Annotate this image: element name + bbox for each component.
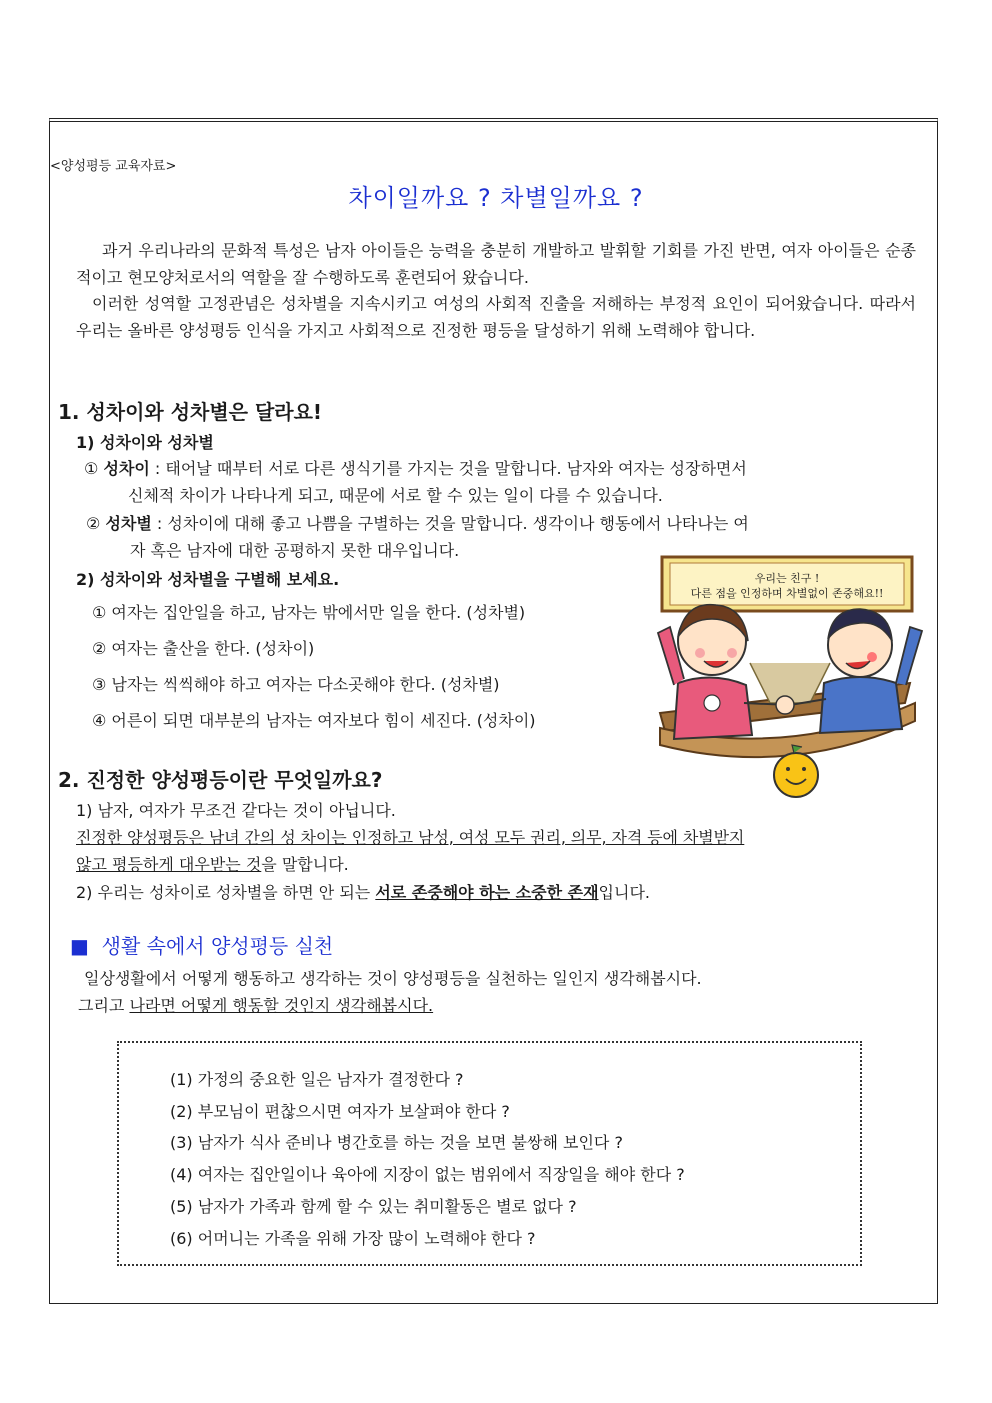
question-item: (6) 어머니는 가족을 위해 가장 많이 노력해야 한다 ? [170, 1229, 536, 1248]
example-item: ④ 어른이 되면 대부분의 남자는 여자보다 힘이 세진다. (성차이) [92, 711, 536, 730]
definition-difference [84, 455, 916, 509]
section2-heading: 2. 진정한 양성평등이란 무엇일까요? [58, 768, 383, 792]
example-item: ① 여자는 집안일을 하고, 남자는 밖에서만 일을 한다. (성차별) [92, 603, 526, 622]
document-tag: <양성평등 교육자료> [50, 159, 177, 174]
definition-text-cont: 자 혹은 남자에 대한 공평하지 못한 대우입니다. [130, 541, 460, 560]
intro-paragraph-1: 과거 우리나라의 문화적 특성은 남자 아이들은 능력을 충분히 개발하고 발휘할 기회를 가진 반면, 여자 아이들은 순종적이고 현모양처로서의 역할을 잘 수행하도록 훈련되어 왔습니다. [76, 241, 916, 287]
question-item: (5) 남자가 가족과 함께 할 수 있는 취미활동은 별로 없다 ? [170, 1197, 577, 1216]
definition-number: ② [86, 514, 101, 533]
definition-text-cont: 신체적 차이가 나타나게 되고, 때문에 서로 할 수 있는 일이 다를 수 있습니다. [128, 486, 663, 505]
section3-line-1: 일상생활에서 어떻게 행동하고 생각하는 것이 양성평등을 실천하는 일인지 생각해봅시다. [84, 969, 702, 988]
section2-item-2 [76, 880, 650, 903]
plain-text: 2) 우리는 성차이로 성차별을 하면 안 되는 [76, 883, 376, 902]
section3-title: 생활 속에서 양성평등 실천 [101, 934, 334, 958]
page-title: 차이일까요 ? 차별일까요 ? [348, 184, 644, 212]
sign-text-2: 다른 점을 인정하며 차별없이 존중해요!! [690, 587, 884, 600]
intro-text [76, 238, 916, 344]
definition-text: : 태어날 때부터 서로 다른 생식기를 가지는 것을 말합니다. 남자와 여자는 성장하면서 [149, 459, 747, 478]
definition-number: ① [84, 459, 99, 478]
plain-text: 그리고 [78, 996, 130, 1015]
example-item: ③ 남자는 씩씩해야 하고 여자는 다소곳해야 한다. (성차별) [92, 675, 500, 694]
plain-text: 입니다. [598, 883, 651, 902]
friends-illustration [640, 553, 930, 805]
intro-paragraph-2: 이러한 성역할 고정관념은 성차별을 지속시키고 여성의 사회적 진출을 저해하는 부정적 요인이 되어왔습니다. 따라서 우리는 올바른 양성평등 인식을 가지고 사회적으로 진정한 평등을 달성하기 위해 노력해야 합니다. [76, 294, 916, 340]
definition-text: : 성차이에 대해 좋고 나쁨을 구별하는 것을 말합니다. 생각이나 행동에서 나타나는 여 [151, 514, 749, 533]
plain-text: 을 말합니다. [261, 855, 349, 874]
square-bullet-icon: ■ [70, 934, 89, 958]
section2-definition-end [76, 852, 349, 875]
underlined-text: 않고 평등하게 대우받는 것 [76, 855, 262, 874]
question-item: (4) 여자는 집안일이나 육아에 지장이 없는 범위에서 직장일을 해야 한다 ? [170, 1165, 685, 1184]
definition-term: 성차이 [103, 459, 150, 478]
question-item: (2) 부모님이 편찮으시면 여자가 보살펴야 한다 ? [170, 1102, 510, 1121]
section1-subheading-1: 1) 성차이와 성차별 [76, 433, 214, 452]
section2-underlined-definition: 진정한 양성평등은 남녀 간의 성 차이는 인정하고 남성, 여성 모두 권리, 의무, 자격 등에 차별받지 [76, 828, 745, 847]
question-item: (1) 가정의 중요한 일은 남자가 결정한다 ? [170, 1070, 464, 1089]
underlined-text: 나라면 어떻게 행동할 것인지 생각해봅시다. [129, 996, 434, 1015]
emphasis-text: 서로 존중해야 하는 소중한 존재 [375, 883, 599, 902]
section1-subheading-2: 2) 성차이와 성차별을 구별해 보세요. [76, 570, 340, 589]
definition-term: 성차별 [105, 514, 152, 533]
section1-heading: 1. 성차이와 성차별은 달라요! [58, 400, 323, 424]
example-item: ② 여자는 출산을 한다. (성차이) [92, 639, 315, 658]
question-item: (3) 남자가 식사 준비나 병간호를 하는 것을 보면 불쌍해 보인다 ? [170, 1133, 623, 1152]
section3-heading [70, 930, 333, 959]
section2-item-1: 1) 남자, 여자가 무조건 같다는 것이 아닙니다. [76, 801, 396, 820]
section3-line-2 [78, 993, 433, 1016]
sign-text-1: 우리는 친구 ! [754, 572, 820, 585]
